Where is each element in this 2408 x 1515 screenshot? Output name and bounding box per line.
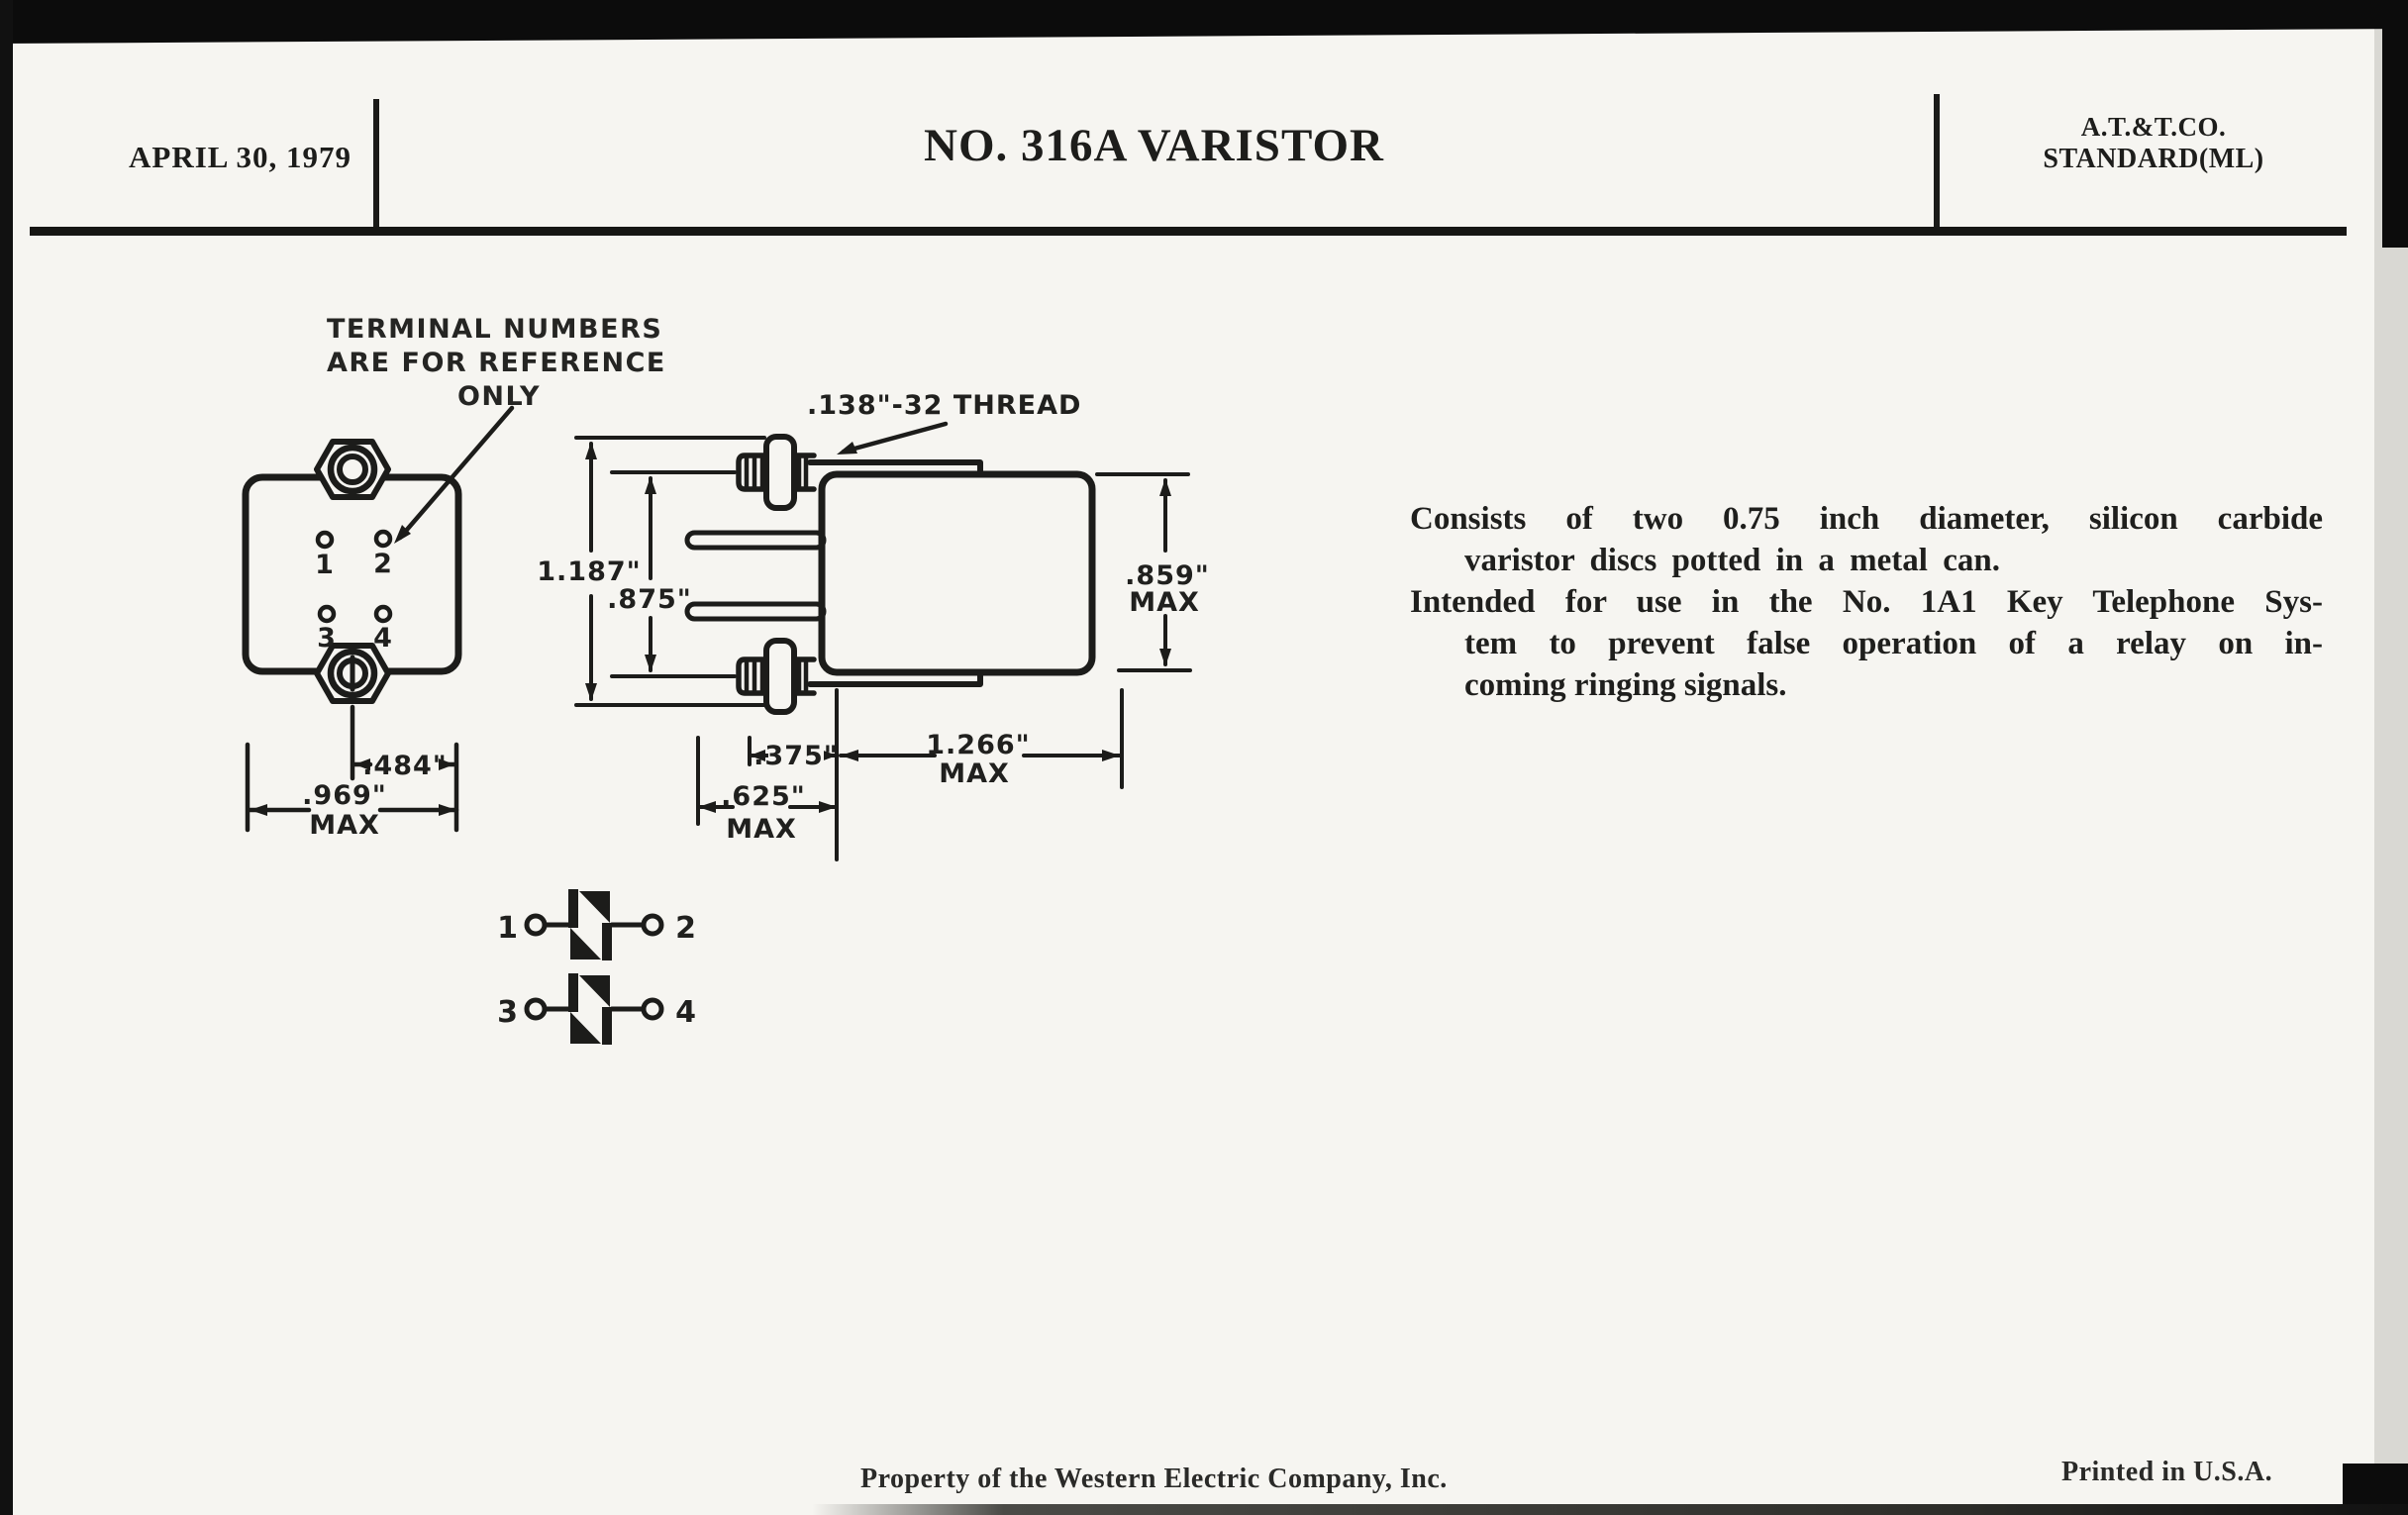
dim-can-diameter-label: .859" [1125, 560, 1210, 591]
dim-overall-height-label: 1.187" [537, 556, 642, 587]
varistor-symbol-triangle [579, 891, 610, 923]
terminal-note-line2: ARE FOR REFERENCE [327, 348, 666, 378]
schematic-node-1 [527, 916, 545, 934]
terminal-dot-3 [320, 607, 334, 621]
dim-arrow-icon [841, 750, 858, 761]
schematic-terminal-4: 4 [675, 995, 697, 1030]
dim-lead-length-max-label: MAX [726, 814, 797, 845]
terminal-number-4: 4 [373, 623, 393, 654]
scan-artifact-right-top [2382, 0, 2408, 248]
dim-can-diameter-max-label: MAX [1129, 587, 1200, 618]
dim-arrow-icon [645, 476, 656, 494]
schematic-terminal-2: 2 [675, 911, 697, 946]
description-line: coming ringing signals. [1464, 667, 1787, 703]
schematic-drawing [497, 889, 697, 1045]
scan-artifact-bottom-band [812, 1504, 2408, 1515]
dim-full-width-label: .969" [302, 780, 387, 811]
org-standard: STANDARD(ML) [2043, 144, 2264, 174]
dim-half-width-label: .484" [362, 751, 448, 781]
dim-can-length-max-label: MAX [939, 758, 1010, 789]
thread-leader-line [844, 424, 946, 452]
terminal-note-line3: ONLY [456, 381, 542, 412]
lead-wire-lower [687, 604, 824, 619]
terminal-number-3: 3 [317, 623, 337, 654]
org-name: A.T.&T.CO. [2080, 112, 2227, 142]
side-view-drawing [537, 390, 1210, 859]
terminal-number-2: 2 [373, 549, 393, 579]
terminal-number-1: 1 [315, 550, 335, 580]
varistor-can-side [822, 474, 1092, 672]
schematic-terminal-3: 3 [497, 995, 519, 1030]
dim-stud-spacing-label: .875" [607, 584, 692, 615]
schematic-node-4 [644, 1000, 661, 1018]
description-line: varistor discs potted in a metal can. [1464, 543, 2000, 578]
schematic-node-2 [644, 916, 661, 934]
dim-arrow-icon [698, 801, 716, 813]
lead-wire-upper [687, 533, 824, 548]
document-date: APRIL 30, 1979 [129, 140, 351, 174]
description-line: Intended for use in the No. 1A1 Key Telephone Sys- [1410, 584, 2323, 620]
varistor-symbol-triangle [570, 928, 601, 960]
dim-arrow-icon [1159, 649, 1171, 666]
dim-full-width-max-label: MAX [309, 810, 380, 841]
varistor-symbol-bar [568, 889, 578, 928]
dim-arrow-icon [1159, 478, 1171, 496]
front-view-drawing [246, 408, 512, 841]
footer-printed-notice: Printed in U.S.A. [2061, 1457, 2273, 1487]
varistor-symbol-bar [568, 973, 578, 1012]
schematic-node-3 [527, 1000, 545, 1018]
description-line: Consists of two 0.75 inch diameter, silicon carbide [1410, 501, 2323, 537]
dim-stud-to-can-label: .375" [753, 741, 839, 771]
terminal-dot-1 [318, 533, 332, 547]
description-line: tem to prevent false operation of a relay on in- [1464, 626, 2323, 661]
dim-lead-length-label: .625" [721, 781, 806, 812]
varistor-symbol-bar [602, 1007, 612, 1045]
varistor-symbol-triangle [579, 975, 610, 1007]
dim-can-length-label: 1.266" [926, 730, 1031, 760]
dim-arrow-icon [585, 442, 597, 459]
terminal-dot-2 [376, 532, 390, 546]
thread-leader-arrowhead-icon [837, 442, 857, 454]
dim-arrow-icon [819, 801, 837, 813]
scan-artifact-left-edge [0, 0, 13, 1515]
page-title: NO. 316A VARISTOR [924, 120, 1384, 171]
dim-arrow-icon [1102, 750, 1120, 761]
dim-arrow-icon [439, 804, 456, 816]
dim-arrow-icon [250, 804, 267, 816]
varistor-symbol-bar [602, 923, 612, 960]
terminal-note-line1: TERMINAL NUMBERS [327, 314, 663, 345]
footer-property-notice: Property of the Western Electric Company, Inc. [860, 1464, 1448, 1494]
bottom-hex-nut-profile [766, 641, 794, 712]
top-hex-nut-profile [766, 437, 794, 508]
dim-arrow-icon [585, 683, 597, 701]
thread-spec-label: .138"-32 THREAD [807, 390, 1082, 421]
schematic-terminal-1: 1 [497, 911, 519, 946]
terminal-dot-4 [376, 607, 390, 621]
dim-arrow-icon [645, 655, 656, 672]
varistor-symbol-triangle [570, 1012, 601, 1044]
